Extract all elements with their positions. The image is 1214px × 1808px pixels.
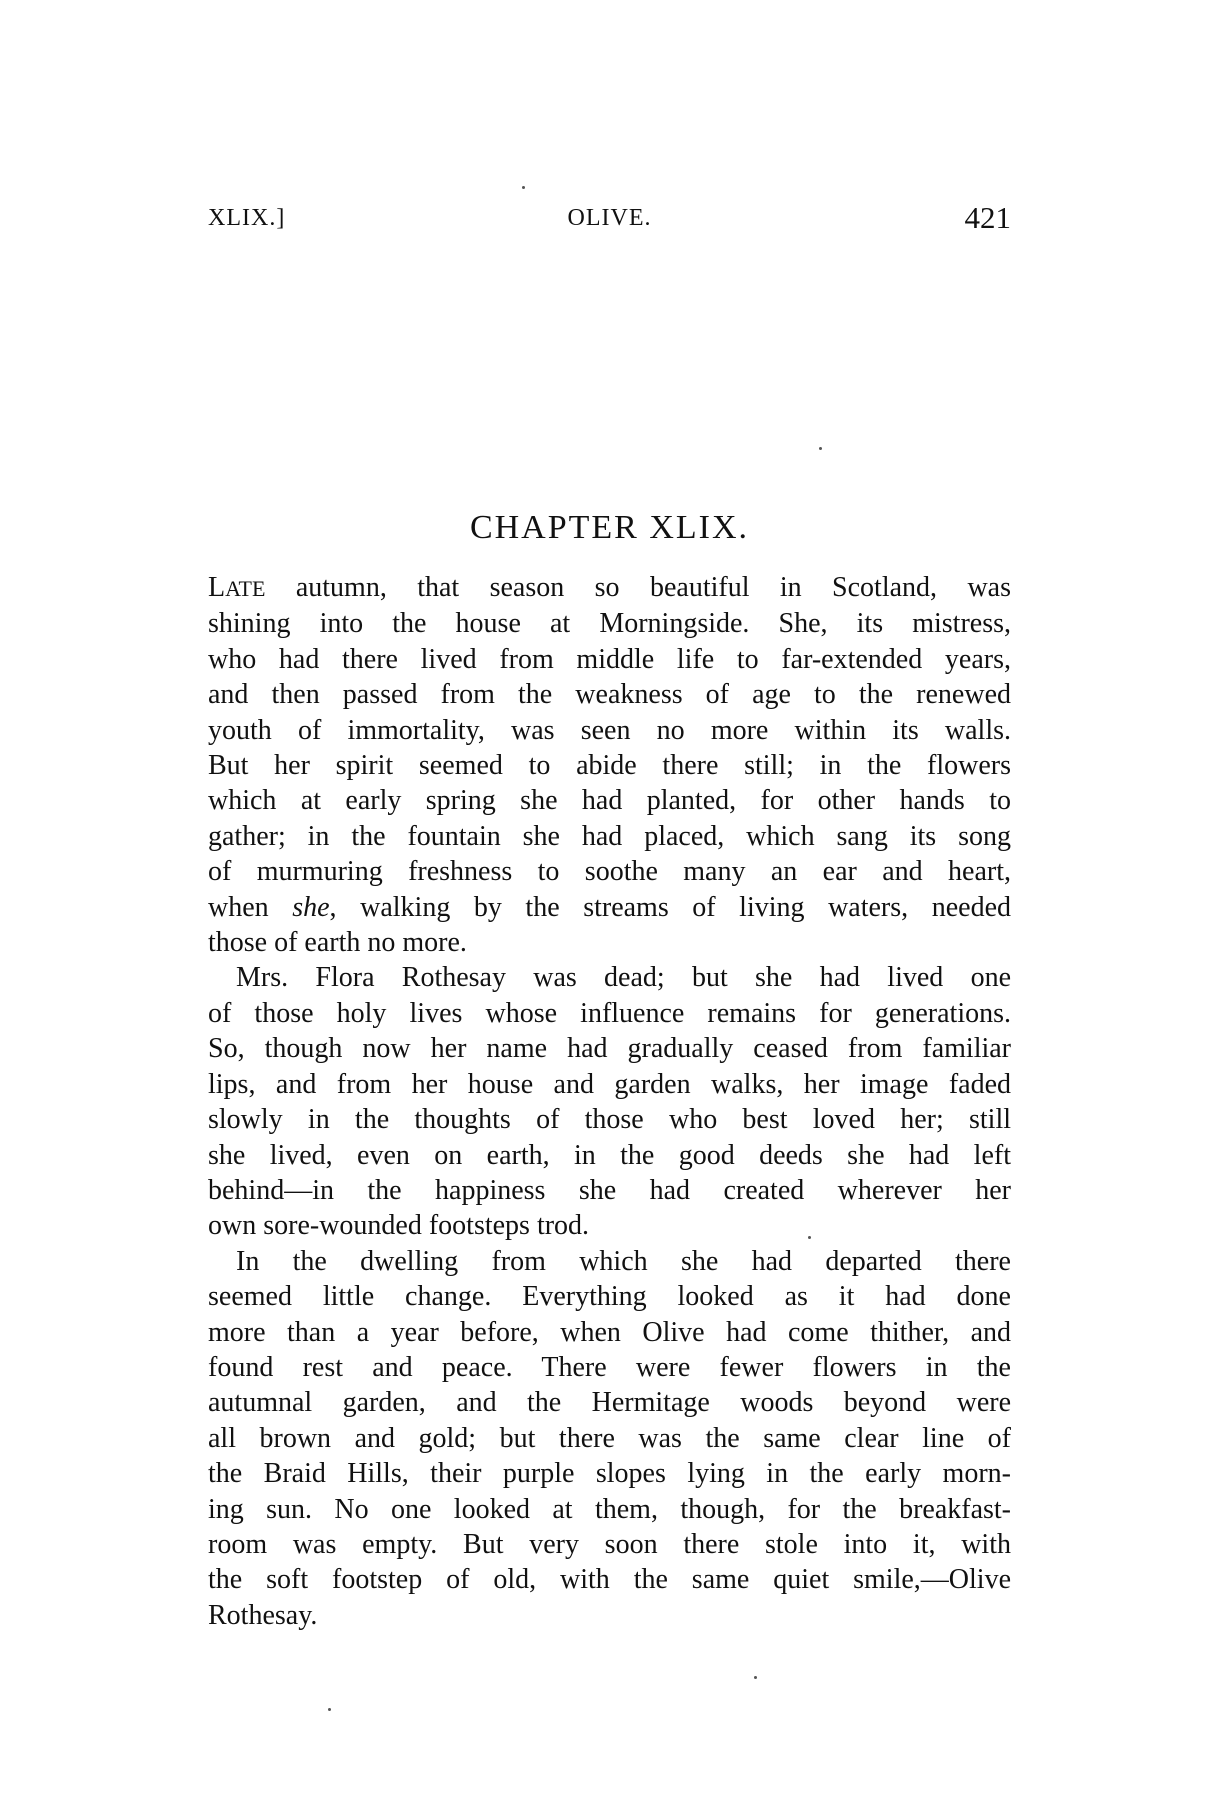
text-line: Mrs. Flora Rothesay was dead; but she had lived one <box>236 962 1011 994</box>
text-line: room was empty. But very soon there stole into it, with <box>208 1528 1011 1560</box>
text-line: So, though now her name had gradually ceased from familiar <box>208 1033 1011 1065</box>
text-line: the soft footstep of old, with the same quiet smile,—Olive <box>208 1564 1011 1596</box>
text-line: she lived, even on earth, in the good deeds she had left <box>208 1139 1011 1171</box>
drop-word-rest: ATE <box>225 576 266 601</box>
text-line: Rothesay. <box>208 1599 318 1631</box>
text-line <box>208 570 1011 606</box>
scan-speck <box>808 1236 811 1239</box>
scan-speck <box>754 1676 757 1679</box>
text-line: youth of immortality, was seen no more within its walls. <box>208 714 1011 746</box>
text-line: all brown and gold; but there was the same clear line of <box>208 1422 1011 1454</box>
paragraph-1 <box>208 570 1011 960</box>
text-line: In the dwelling from which she had departed there <box>236 1245 1011 1277</box>
text-line: which at early spring she had planted, for other hands to <box>208 785 1011 817</box>
text-line: ing sun. No one looked at them, though, for the breakfast- <box>208 1493 1011 1525</box>
line-rest: autumn, that season so beautiful in Scotland, was <box>265 572 1011 603</box>
text-line: those of earth no more. <box>208 927 467 959</box>
text-line: more than a year before, when Olive had come thither, and <box>208 1316 1011 1348</box>
text-line: and then passed from the weakness of age to the renewed <box>208 679 1011 711</box>
chapter-marker: XLIX.] <box>208 205 286 231</box>
text-line: own sore-wounded footsteps trod. <box>208 1210 590 1242</box>
page-number: 421 <box>964 200 1011 235</box>
text-line: found rest and peace. There were fewer flowers in the <box>208 1351 1011 1383</box>
text-line: behind—in the happiness she had created wherever her <box>208 1174 1011 1206</box>
book-title: OLIVE. <box>567 205 652 231</box>
drop-word: L <box>208 572 226 603</box>
text-line: shining into the house at Morningside. She, its mistress, <box>208 608 1011 640</box>
text-line: But her spirit seemed to abide there still; in the flowers <box>208 750 1011 782</box>
text-line: the Braid Hills, their purple slopes lying in the early morn- <box>208 1458 1011 1490</box>
paragraph-3 <box>208 1244 1011 1633</box>
scan-speck <box>819 447 822 450</box>
text-line: lips, and from her house and garden walks, her image faded <box>208 1068 1011 1100</box>
scan-speck <box>522 186 525 189</box>
text-line: slowly in the thoughts of those who best loved her; still <box>208 1104 1011 1136</box>
chapter-body <box>208 570 1011 1633</box>
scan-speck <box>328 1708 331 1711</box>
text-line: autumnal garden, and the Hermitage woods beyond were <box>208 1387 1011 1419</box>
running-head <box>208 198 1011 238</box>
chapter-heading: CHAPTER XLIX. <box>469 509 750 546</box>
text-line: seemed little change. Everything looked as it had done <box>208 1281 1011 1313</box>
text-line: when she, walking by the streams of living waters, needed <box>208 891 1011 923</box>
text-line: gather; in the fountain she had placed, which sang its song <box>208 820 1011 852</box>
text-line: of those holy lives whose influence remains for generations. <box>208 997 1011 1029</box>
paragraph-2 <box>208 960 1011 1243</box>
text-line: of murmuring freshness to soothe many an ear and heart, <box>208 856 1011 888</box>
text-line: who had there lived from middle life to far-extended years, <box>208 643 1011 675</box>
